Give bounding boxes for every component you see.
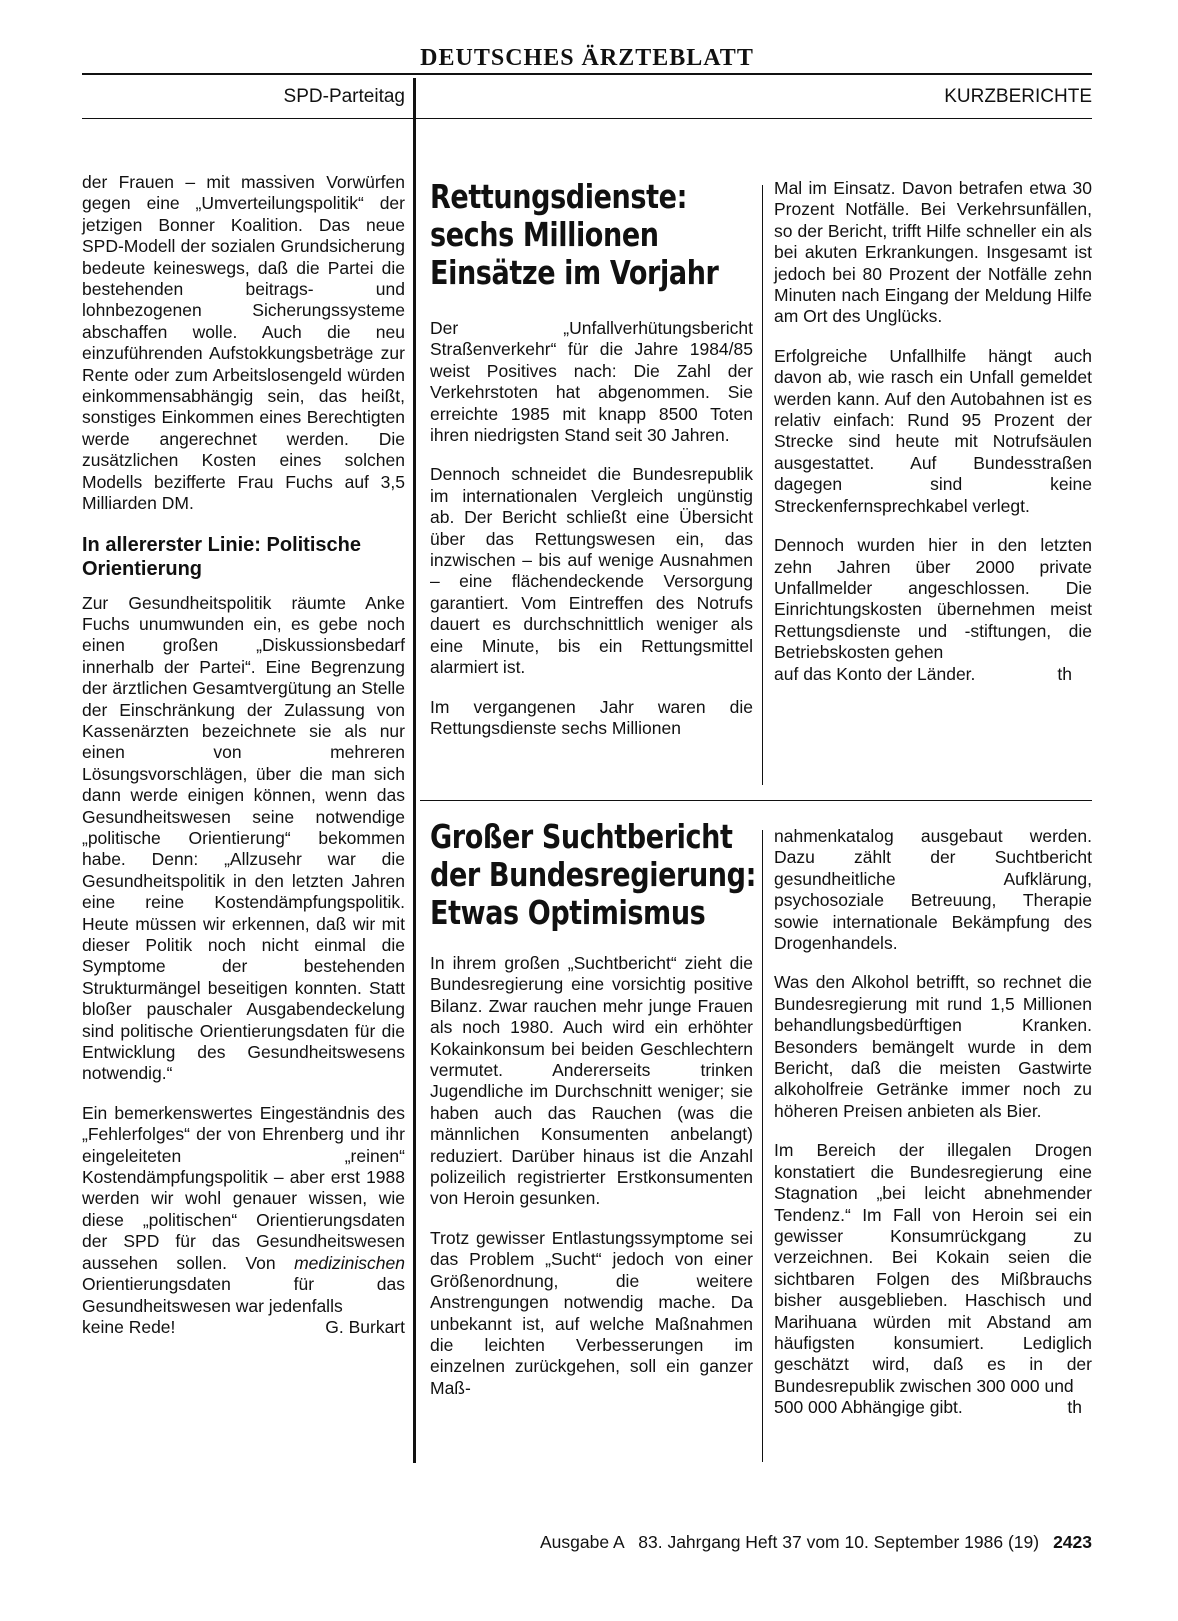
- article1-headline: [430, 178, 758, 292]
- author-initials: th: [1067, 1397, 1082, 1418]
- column-divider-main: [413, 78, 416, 1463]
- headline-line: Großer Suchtbericht: [430, 817, 733, 856]
- paragraph: Dennoch wurden hier in den letzten zehn Jahren über 2000 private Unfallmelder angeschlossen. Die Einrichtungskosten übernehmen meist Rettungsdienste und -stiftungen, die Betriebskosten gehen: [774, 535, 1092, 663]
- page-number: 2423: [1053, 1532, 1092, 1552]
- closing-text: 500 000 Abhängige gibt.: [774, 1397, 963, 1418]
- paragraph: Erfolgreiche Unfallhilfe hängt auch davon ab, wie rasch ein Unfall gemeldet werden kann. Auf den Autobahnen ist es relativ einfach: Rund 95 Prozent der Strecke sind heute mit Notrufsäulen ausgestattet. Auf Bundesstraßen dagegen sind keine Streckenfernsprechkabel verlegt.: [774, 345, 1092, 516]
- paragraph: [82, 1103, 405, 1317]
- page-footer: [430, 1532, 1092, 1553]
- subheading: In allererster Linie: Politische Orientierung: [82, 533, 361, 580]
- closing-text: keine Rede!: [82, 1316, 176, 1337]
- paragraph: Der „Unfallverhütungsbericht Straßenverkehr“ für die Jahre 1984/85 weist Positives nach: Die Zahl der Verkehrstoten hat abgenommen. Sie erreichte 1985 mit knapp 8500 Toten ihren niedrigsten Stand seit 30 Jahren.: [430, 318, 753, 446]
- headline-line: Rettungsdienste:: [430, 177, 687, 216]
- article2-column-2: [774, 826, 1092, 1419]
- paragraph: der Frauen – mit massiven Vorwürfen gegen eine „Umverteilungspolitik“ der jetzigen Bonner Koalition. Das neue SPD-Modell der sozialen Grundsicherung bedeute keineswegs, daß die Partei die bestehenden beitrags- und lohnbezogenen Sicherungssysteme abschaffen wolle. Auch die neu einzuführenden Aufstokkungsbeträge zur Rente oder zum Arbeitslosengeld würden einkommensabhängig sein, das heißt, sonstiges Einkommen eines Berechtigten werde angerechnet werden. Die zusätzlichen Kosten eines solchen Modells bezifferte Frau Fuchs auf 3,5 Milliarden DM.: [82, 172, 405, 514]
- section-label-left: SPD-Parteitag: [283, 86, 405, 107]
- section-label-right: KURZBERICHTE: [944, 86, 1092, 107]
- paragraph: Im vergangenen Jahr waren die Rettungsdienste sechs Millionen: [430, 696, 753, 738]
- masthead-rule: [82, 73, 1092, 75]
- paragraph: In ihrem großen „Suchtbericht“ zieht die Bundesregierung eine vorsichtig positive Bilanz. Zwar rauchen mehr junge Frauen als noch 1980. Auch wird ein erhöhter Kokainkonsum bei beiden Geschlechtern vermutet. Andererseits trinken Jugendliche im Durchschnitt weniger; sie haben auch das Rauchen (was die männlichen Konsumenten anbelangt) reduziert. Darüber hinaus ist die Anzahl polizeilich registrierter Erstkonsumenten von Heroin gesunken.: [430, 953, 753, 1209]
- article1-column-2: [774, 178, 1092, 685]
- paragraph: Trotz gewisser Entlastungssymptome sei das Problem „Sucht“ jedoch von einer Größenordnung, die weitere Anstrengungen notwendig mache. Da unbekannt ist, auf welche Maßnahmen die leichten Verbesserungen im einzelnen zurückgehen, soll ein ganzer Maß-: [430, 1227, 753, 1398]
- section-rule: [82, 118, 1092, 119]
- text-run: Orientierungsdaten für das Gesundheitswesen war jedenfalls: [82, 1274, 405, 1316]
- left-column: [82, 172, 405, 1338]
- headline-line: sechs Millionen: [430, 215, 659, 254]
- text-run: Ein bemerkenswertes Eingeständnis des „Fehlerfolges“ der von Ehrenberg und ihr eingeleiteten „reinen“ Kostendämpfungspolitik – aber erst 1988 werden wir wohl genauer wissen, wie diese „politischen“ Orientierungsdaten der SPD für das Gesundheitswesen aussehen sollen. Von: [82, 1102, 405, 1273]
- paragraph: Im Bereich der illegalen Drogen konstatiert die Bundesregierung eine Stagnation „bei leicht abnehmender Tendenz.“ Im Fall von Heroin sei ein gewisser Konsumrückgang zu verzeichnen. Bei Kokain seien die sichtbaren Folgen des Mißbrauchs bisher ausgeblieben. Haschisch und Marihuana würden mit Abstand am häufigsten konsumiert. Lediglich geschätzt wird, daß es in der Bundesrepublik zwischen 300 000 und: [774, 1140, 1092, 1396]
- headline-line: Etwas Optimismus: [430, 893, 706, 932]
- headline-line: der Bundesregierung:: [430, 855, 757, 894]
- paragraph: Mal im Einsatz. Davon betrafen etwa 30 Prozent Notfälle. Bei Verkehrsunfällen, so der Bericht, trifft Hilfe schneller ein als bei akuten Erkrankungen. Insgesamt ist jedoch bei 80 Prozent der Notfälle zehn Minuten nach Eingang der Meldung Hilfe am Ort des Unglücks.: [774, 178, 1092, 327]
- headline-line: Einsätze im Vorjahr: [430, 253, 719, 292]
- article2-column-1: [430, 953, 753, 1417]
- signature-line: [774, 664, 1092, 685]
- column-divider-article2: [762, 830, 763, 1462]
- issue-info: Ausgabe A 83. Jahrgang Heft 37 vom 10. September 1986 (19): [539, 1532, 1040, 1552]
- paragraph: Dennoch schneidet die Bundesrepublik im internationalen Vergleich ungünstig ab. Der Bericht schließt eine Übersicht über das Rettungswesen ein, das inzwischen – bis auf wenige Ausnahmen – eine flächendeckende Versorgung garantiert. Vom Eintreffen des Notrufs dauert es durchschnittlich weniger als eine Minute, bis ein Rettungsmittel alarmiert ist.: [430, 464, 753, 678]
- column-divider-article1: [762, 185, 763, 785]
- closing-text: auf das Konto der Länder.: [774, 663, 976, 684]
- paragraph: Was den Alkohol betrifft, so rechnet die Bundesregierung mit rund 1,5 Millionen behandlungsbedürftigen Kranken. Besonders bemängelt wurde in dem Bericht, daß die meisten Gastwirte alkoholfreie Getränke immer noch zu höheren Preisen anbieten als Bier.: [774, 972, 1092, 1121]
- article-separator: [420, 800, 1092, 801]
- paragraph: Zur Gesundheitspolitik räumte Anke Fuchs unumwunden ein, es gebe noch einen großen „Diskussionsbedarf innerhalb der Partei“. Eine Begrenzung der ärztlichen Gesamtvergütung an Stelle der Einschränkung der Zulassung von Kassenärzten bezeichnete sie als nur einen von mehreren Lösungsvorschlägen, über die man sich dann werde einigen können, wenn das Gesundheitswesen seine notwendige „politische Orientierung“ bekommen habe. Denn: „Allzusehr war die Gesundheitspolitik in den letzten Jahren eine reine Kostendämpfungspolitik. Heute müssen wir erkennen, daß wir mit dieser Politik noch nicht einmal die Symptome der bestehenden Strukturmängel beseitigen konnten. Statt bloßer pauschaler Ausgabendeckelung sind politische Orientierungsdaten für die Entwicklung des Gesundheitswesens notwendig.“: [82, 592, 405, 1084]
- italic-text: medizinischen: [294, 1252, 405, 1273]
- article1-column-1: [430, 318, 753, 757]
- masthead: DEUTSCHES ÄRZTEBLATT: [420, 45, 754, 71]
- signature-line: [82, 1317, 405, 1338]
- author: G. Burkart: [325, 1316, 405, 1337]
- article2-headline: [430, 818, 758, 932]
- paragraph: nahmenkatalog ausgebaut werden. Dazu zählt der Suchtbericht gesundheitliche Aufklärung, psychosoziale Betreuung, Therapie sowie internationale Bekämpfung des Drogenhandels.: [774, 826, 1092, 954]
- author-initials: th: [1057, 663, 1072, 684]
- signature-line: [774, 1397, 1092, 1418]
